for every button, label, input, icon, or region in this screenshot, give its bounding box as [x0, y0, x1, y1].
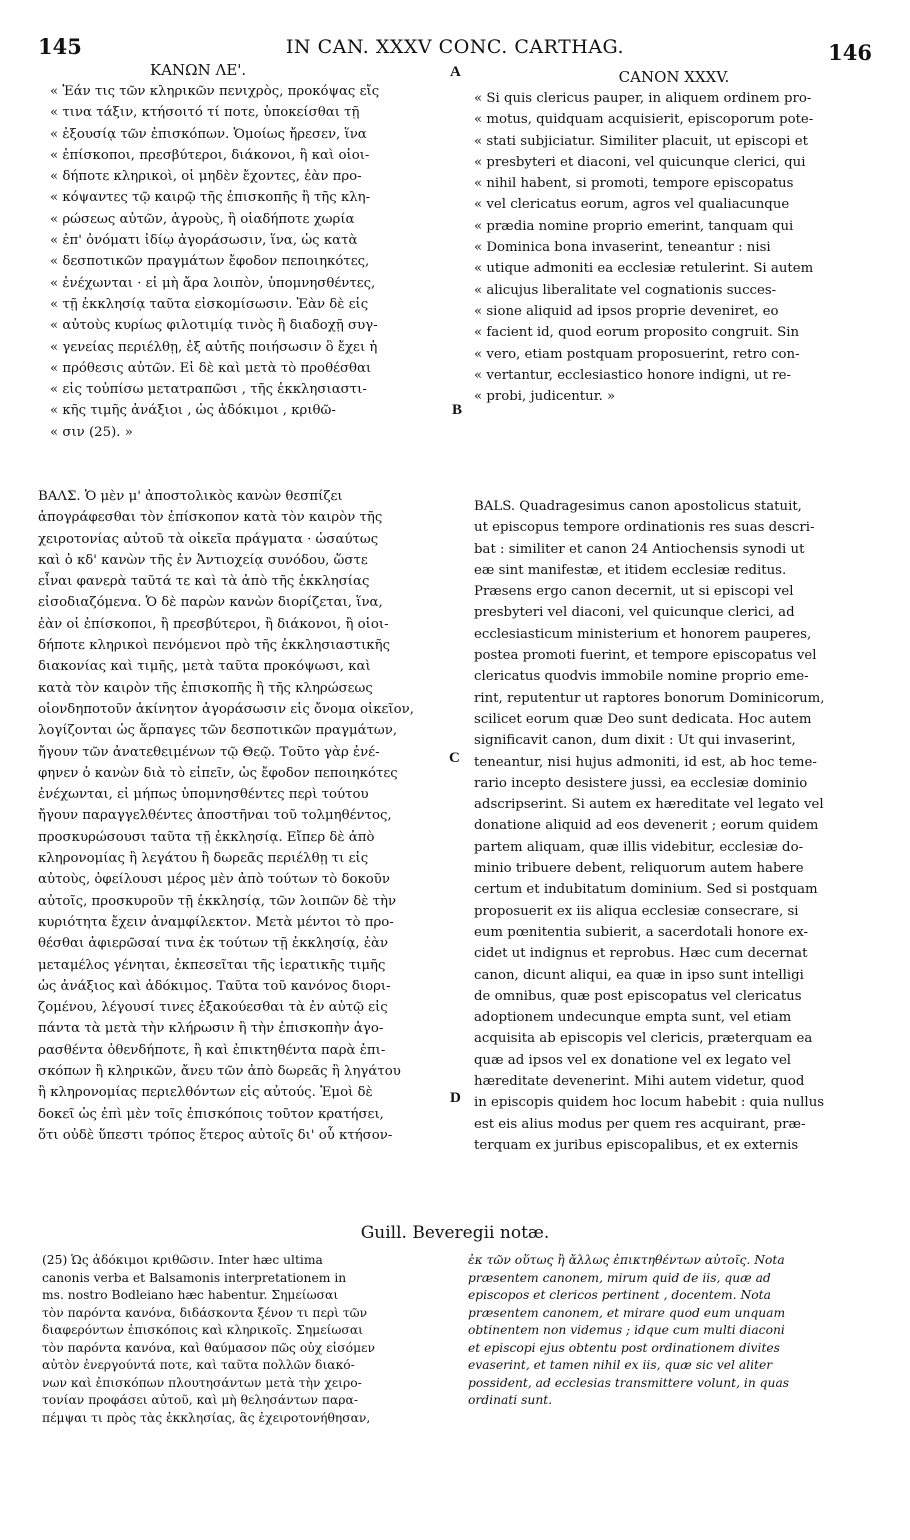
text-line: ἤγουν τῶν ἀνατεθειμένων τῷ Θεῷ. Τοῦτο γὰρ ἐνέ-	[38, 744, 380, 760]
margin-letter-d: D	[450, 1090, 461, 1106]
text-line: εἰσοδιαζόμενα. Ὁ δὲ παρὼν κανὼν διορίζεται, ἵνα,	[38, 595, 383, 611]
text-line: « Si quis clericus pauper, in aliquem ordinem pro-	[474, 91, 812, 106]
text-line: canonis verba et Balsamonis interpretationem in	[42, 1270, 347, 1285]
text-line: « vero, etiam postquam proposuerint, retro con-	[474, 346, 800, 362]
page-number-left: 145	[38, 34, 82, 59]
text-line: « εἰς τοὐπίσω μετατραπῶσι , τῆς ἐκκλησιαστι-	[50, 382, 367, 398]
text-line: partem aliquam, quæ illis videbitur, ecclesiæ do-	[474, 839, 804, 855]
text-line: eæ sint manifestæ, et itidem ecclesiæ reditus.	[474, 562, 787, 578]
text-line: « κόψαντες τῷ καιρῷ τῆς ἐπισκοπῆς ἢ τῆς κλη-	[50, 190, 371, 206]
text-line: « Ἐάν τις τῶν κληρικῶν πενιχρὸς, προκόψας εἴς	[50, 84, 380, 99]
text-line: scilicet eorum quæ Deo sunt dedicata. Hoc autem	[474, 711, 812, 727]
text-line: « prædia nomine proprio emerint, tanquam qui	[474, 218, 794, 234]
text-line: eum pœnitentia subierit, a sacerdotali honore ex-	[474, 924, 809, 940]
notes-title: Guill. Beveregii notæ.	[360, 1223, 550, 1243]
text-line: ρασθέντα ὁθενδήποτε, ἢ καὶ ἐπικτηθέντα παρὰ ἐπι-	[38, 1042, 386, 1058]
text-line: « facient id, quod eorum proposito congruit. Sin	[474, 325, 800, 341]
text-line: « sione aliquid ad ipsos proprie deveniret, eo	[474, 303, 779, 319]
text-line: πάντα τὰ μετὰ τὴν κλήρωσιν ἢ τὴν ἐπισκοπὴν ἀγο-	[38, 1021, 384, 1037]
text-line: τονίαν προφάσει αὐτοῦ, καὶ μὴ θελησάντων παρα-	[42, 1393, 358, 1407]
text-line: χειροτονίας αὐτοῦ τὰ οἰκεῖα πράγματα · ὡσαύτως	[38, 531, 379, 547]
text-line: καὶ ὁ κδ' κανὼν τῆς ἐν Ἀντιοχείᾳ συνόδου, ὥστε	[38, 552, 368, 568]
running-title: IN CAN. XXXV CONC. CARTHAG.	[285, 36, 625, 58]
text-line: « ἐπ' ὀνόματι ἰδίῳ ἀγοράσωσιν, ἵνα, ὡς κατὰ	[50, 233, 358, 249]
text-line: ordinati sunt.	[468, 1393, 553, 1407]
text-line: postea promoti fuerint, et tempore episcopatus vel	[474, 648, 817, 664]
text-line: « γενείας περιέλθῃ, ἐξ αὐτῆς ποιήσωσιν ὃ ἔχει ἡ	[50, 339, 378, 355]
greek-canon-text	[50, 59, 458, 443]
text-line: significavit canon, dum dixit : Ut qui invaserint,	[474, 733, 796, 749]
text-line: ζομένου, λέγουσί τινες ἐξακούεσθαι τὰ ἐν αὐτῷ εἰς	[38, 1000, 388, 1016]
notes-right-lines	[468, 1252, 878, 1410]
text-line: donatione aliquid ad eos devenerit ; eorum quidem	[474, 818, 819, 834]
text-line: θέσθαι ἀφιερῶσαί τινα ἐκ τούτων τῇ ἐκκλησίᾳ, ἐὰν	[38, 936, 389, 952]
text-line: minio tribuere debent, reliquorum autem habere	[474, 861, 804, 877]
margin-letter-b: B	[452, 402, 463, 418]
text-line: « σιν (25). »	[50, 424, 133, 440]
text-line: adscripserint. Si autem ex hæreditate vel legato vel	[474, 797, 824, 813]
text-line: ὅτι οὐδὲ ὕπεστι τρόπος ἕτερος αὐτοῖς δι' οὗ κτήσον-	[38, 1127, 393, 1143]
text-line: « δεσποτικῶν πραγμάτων ἔφοδον πεποιηκότες,	[50, 254, 370, 270]
text-line: ἐκ τῶν οὕτως ἢ ἄλλως ἐπικτηθέντων αὐτοῖς. Nota	[468, 1253, 785, 1267]
text-line: in episcopis quidem hoc locum habebit : quia nullus	[474, 1095, 825, 1111]
text-line: τὸν παρόντα κανόνα, καὶ θαύμασον πῶς οὐχ εἰσόμεν	[42, 1340, 375, 1355]
text-line: λογίζονται ὡς ἅρπαγες τῶν δεσποτικῶν πραγμάτων,	[38, 723, 398, 739]
text-line: « probi, judicentur. »	[474, 389, 616, 405]
text-line: rint, reputentur ut raptores bonorum Dominicorum,	[474, 690, 825, 706]
text-line: de omnibus, quæ post episcopatus vel clericatus	[474, 988, 802, 1004]
notes-right-column	[468, 1252, 878, 1410]
text-line: præsentem canonem, et mirare quod eum unquam	[468, 1305, 786, 1320]
text-line: ἐνέχωνται, εἰ μήπως ὑπομνησθέντες περὶ τούτου	[38, 787, 369, 803]
text-line: ecclesiasticum ministerium et honorem pauperes,	[474, 626, 812, 642]
text-line: clericatus quodvis immobile nomine proprio eme-	[474, 669, 809, 685]
text-line: bat : similiter et canon 24 Antiochensis synodi ut	[474, 541, 805, 557]
text-line: hæreditate devenerint. Mihi autem videtur, quod	[474, 1074, 805, 1090]
greek-canon-lines	[50, 81, 458, 443]
text-line: « alicujus liberalitate vel cognationis succes-	[474, 282, 777, 298]
text-line: obtinentem non videmus ; idque cum multi diaconi	[468, 1323, 785, 1337]
notes-left-column	[42, 1252, 452, 1427]
text-line: « presbyteri et diaconi, vel quicunque clerici, qui	[474, 154, 806, 170]
text-line: « vertantur, ecclesiastico honore indigni, ut re-	[474, 367, 791, 383]
text-line: « motus, quidquam acquisierit, episcoporum pote-	[474, 112, 814, 128]
text-line: νων καὶ ἐπισκόπων πλουτησάντων μετὰ τὴν χειρο-	[42, 1375, 362, 1390]
text-line: σκόπων ἢ κληρικῶν, ἄνευ τῶν ἀπὸ δωρεᾶς ἢ ληγάτου	[38, 1064, 401, 1080]
text-line: « ρώσεως αὐτῶν, ἀγροὺς, ἢ οἱαδήποτε χωρία	[50, 211, 355, 227]
text-line: κληρονομίας ἢ λεγάτου ἢ δωρεᾶς περιέλθῃ τι εἰς	[38, 851, 369, 867]
text-line: διαφερόντων ἐπισκόποις καὶ κληρικοῖς. Σημείωσαι	[42, 1323, 363, 1337]
text-line: terquam ex juribus episcopalibus, et ex externis	[474, 1137, 799, 1153]
text-line: ἀπογράφεσθαι τὸν ἐπίσκοπον κατὰ τὸν καιρὸν τῆς	[38, 510, 383, 526]
text-line: « utique admoniti ea ecclesiæ retulerint. Si autem	[474, 261, 814, 277]
text-line: « ἐπίσκοποι, πρεσβύτεροι, διάκονοι, ἢ καὶ οἱοι-	[50, 147, 370, 163]
text-line: est eis alius modus per quem res acquirant, præ-	[474, 1116, 806, 1132]
text-line: δήποτε κληρικοὶ πενόμενοι πρὸ τῆς ἐκκλησιαστικῆς	[38, 638, 391, 654]
text-line: Præsens ergo canon decernit, ut si episcopi vel	[474, 584, 794, 600]
latin-canon-title: CANON XXXV.	[618, 68, 730, 86]
text-line: « πρόθεσις αὐτῶν. Εἰ δὲ καὶ μετὰ τὸ προθέσθαι	[50, 360, 372, 376]
text-line: « τῇ ἐκκλησίᾳ ταῦτα εἰσκομίσωσιν. Ἐὰν δὲ εἰς	[50, 296, 369, 312]
text-line: et episcopi ejus obtentu post ordinationem divites	[468, 1340, 780, 1355]
text-line: προσκυρώσουσι ταῦτα τῇ ἐκκλησίᾳ. Εἴπερ δὲ ἀπὸ	[38, 829, 375, 845]
greek-balsamon-lines	[38, 486, 458, 1146]
text-line: μεταμέλος γένηται, ἐκπεσεῖται τῆς ἱερατικῆς τιμῆς	[38, 957, 386, 973]
text-line: εἶναι φανερὰ ταῦτά τε καὶ τὰ ἀπὸ τῆς ἐκκλησίας	[38, 574, 370, 590]
greek-balsamon-commentary	[38, 486, 458, 1146]
text-line: « τινα τάξιν, κτήσοιτό τί ποτε, ὑποκείσθαι τῇ	[50, 105, 360, 121]
text-line: « αὐτοὺς κυρίως φιλοτιμίᾳ τινὸς ἢ διαδοχῇ συγ-	[50, 318, 378, 334]
notes-left-lines	[42, 1252, 452, 1427]
text-line: episcopos et clericos pertinent , docentem. Nota	[468, 1288, 771, 1302]
text-line: « stati subjiciatur. Similiter placuit, ut episcopi et	[474, 133, 808, 149]
text-line: BALS. Quadragesimus canon apostolicus statuit,	[474, 499, 802, 514]
text-line: « Dominica bona invaserint, teneantur : nisi	[474, 240, 771, 256]
text-line: cidet ut indignus et reprobus. Hæc cum decernat	[474, 946, 808, 962]
text-line: presbyteri vel diaconi, vel quicunque clerici, ad	[474, 605, 795, 621]
greek-canon-title: ΚΑΝΩΝ ΛΕ'.	[150, 61, 247, 79]
text-line: αὐτὸν ἐνεργούντά ποτε, καὶ ταῦτα πολλῶν διακό-	[42, 1358, 355, 1372]
text-line: canon, dicunt aliqui, ea quæ in ipso sunt intelligi	[474, 967, 804, 983]
text-line: ms. nostro Bodleiano hæc habentur. Σημείωσαι	[42, 1288, 339, 1302]
text-line: evaserint, et tamen nihil ex iis, quæ sic vel aliter	[468, 1358, 773, 1372]
text-line: ὡς ἀνάξιος καὶ ἀδόκιμος. Ταῦτα τοῦ κανόνος διορι-	[38, 978, 391, 994]
latin-balsamon-commentary	[474, 496, 874, 1156]
text-line: « κῆς τιμῆς ἀνάξιοι , ὡς ἀδόκιμοι , κριθῶ-	[50, 403, 336, 419]
text-line: « vel clericatus eorum, agros vel qualiacunque	[474, 197, 790, 213]
text-line: quæ ad ipsos vel ex donatione vel ex legato vel	[474, 1052, 792, 1068]
text-line: πέμψαι τι πρὸς τὰς ἐκκλησίας, ἃς ἐχειροτονήθησαν,	[42, 1410, 371, 1425]
text-line: certum et indubitatum dominium. Sed si postquam	[474, 882, 818, 898]
text-line: διακονίας καὶ τιμῆς, μετὰ ταῦτα προκόψωσι, καὶ	[38, 659, 371, 675]
text-line: φηνεν ὁ κανὼν διὰ τὸ εἰπεῖν, ὡς ἔφοδον πεποιηκότες	[38, 765, 398, 781]
text-line: κυριότητα ἔχειν ἀναμφίλεκτον. Μετὰ μέντοι τὸ προ-	[38, 914, 394, 930]
text-line: « δήποτε κληρικοὶ, οἱ μηδὲν ἔχοντες, ἐὰν προ-	[50, 169, 362, 185]
latin-canon-text	[474, 66, 874, 407]
latin-balsamon-lines	[474, 496, 874, 1156]
text-line: teneantur, nisi hujus admoniti, id est, ab hoc teme-	[474, 754, 817, 770]
text-line: proposuerit ex iis aliqua ecclesiæ consecrare, si	[474, 903, 799, 919]
text-line: præsentem canonem, mirum quid de iis, quæ ad	[468, 1270, 771, 1285]
text-line: αὐτοῖς, προσκυροῦν τῇ ἐκκλησίᾳ, τῶν λοιπῶν δὲ τὴν	[38, 893, 397, 909]
text-line: « ἐνέχωνται · εἰ μὴ ἄρα λοιπὸν, ὑπομνησθέντες,	[50, 275, 376, 291]
text-line: rario incepto desistere jussi, ea ecclesiæ dominio	[474, 775, 808, 791]
text-line: ἐὰν οἱ ἐπίσκοποι, ἢ πρεσβύτεροι, ἢ διάκονοι, ἢ οἱοι-	[38, 616, 389, 632]
text-line: ἤγουν παραγγελθέντες ἀποστῆναι τοῦ τολμηθέντος,	[38, 808, 392, 824]
latin-canon-lines	[474, 88, 874, 407]
text-line: ΒΑΛΣ. Ὁ μὲν μ' ἀποστολικὸς κανὼν θεσπίζει	[38, 489, 343, 504]
page-number-right: 146	[828, 40, 872, 65]
text-line: αὐτοὺς, ὀφείλουσι μέρος μὲν ἀπὸ τούτων τὸ δοκοῦν	[38, 872, 390, 888]
text-line: οἱονδηποτοῦν ἀκίνητον ἀγοράσωσιν εἰς ὄνομα οἰκεῖον,	[38, 701, 414, 717]
text-line: acquisita ab episcopis vel clericis, præterquam ea	[474, 1031, 813, 1047]
text-line: possident, ad ecclesias transmittere volunt, in quas	[468, 1375, 790, 1390]
margin-letter-a: A	[450, 64, 461, 80]
text-line: ut episcopus tempore ordinationis res suas descri-	[474, 520, 815, 536]
text-line: adoptionem undecunque empta sunt, vel etiam	[474, 1010, 792, 1026]
margin-letter-c: C	[449, 750, 460, 766]
text-line: δοκεῖ ὡς ἐπὶ μὲν τοῖς ἐπισκόποις τοῦτον κρατήσει,	[38, 1106, 384, 1122]
text-line: « nihil habent, si promoti, tempore episcopatus	[474, 176, 794, 192]
text-line: κατὰ τὸν καιρὸν τῆς ἐπισκοπῆς ἢ τῆς κληρώσεως	[38, 680, 373, 696]
text-line: τὸν παρόντα κανόνα, διδάσκοντα ξένον τι περὶ τῶν	[42, 1305, 368, 1320]
text-line: « ἐξουσίᾳ τῶν ἐπισκόπων. Ὁμοίως ἤρεσεν, ἵνα	[50, 126, 367, 142]
text-line: (25) Ὡς ἀδόκιμοι κριθῶσιν. Inter hæc ultima	[42, 1253, 323, 1267]
text-line: ἢ κληρονομίας περιελθόντων εἰς αὐτούς. Ἐμοὶ δὲ	[38, 1085, 373, 1101]
